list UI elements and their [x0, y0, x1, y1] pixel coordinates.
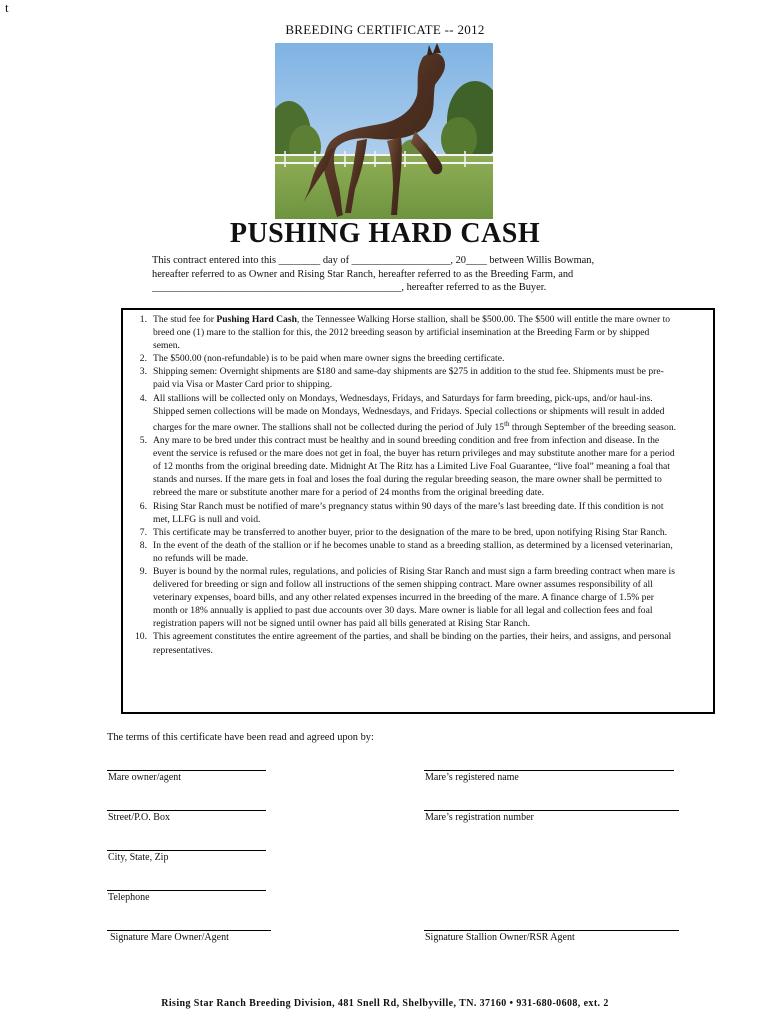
term-item: 8 . In the event of the death of the stallion or if he becomes unable to stand as a breeding stallion, as determined by a licensed veterinarian, no refunds will be made.	[123, 539, 713, 565]
term-number: 6 .	[127, 500, 147, 513]
mare-owner-agent-line[interactable]	[107, 770, 266, 771]
corner-mark: t	[5, 0, 9, 15]
intro-line-1: This contract entered into this ________ day of ___________________, 20____ between Willis Bowman,	[152, 255, 595, 266]
street-po-box-line[interactable]	[107, 810, 266, 811]
term-number: 4 .	[127, 392, 147, 405]
term-item: 4 . All stallions will be collected only on Mondays, Wednesdays, Fridays, and Saturdays for farm breeding, pick-ups, and/or haul-ins. Shipped semen collections will be made on Mondays, Wednesdays, and Fridays. Special collections or shipments will result in added charges for the mare owner. The stallions shall not be collected during the period of July 15th through September of the breeding season.	[123, 392, 713, 434]
terms-box	[121, 308, 715, 714]
stallion-name-inline: Pushing Hard Cash	[216, 314, 297, 325]
certificate-title: BREEDING CERTIFICATE -- 2012	[285, 22, 485, 37]
term-item: 6 . Rising Star Ranch must be notified of mare’s pregnancy status within 90 days of the mare’s last breeding date. If this condition is not met, LLFG is null and void.	[123, 500, 713, 526]
signature-stallion-owner-line[interactable]	[424, 930, 679, 931]
telephone-line[interactable]	[107, 890, 266, 891]
term-item: 5 . Any mare to be bred under this contract must be healthy and in sound breeding condition and free from infection and disease. In the event the service is refused or the mare does not get in foal, the buyer has return privileges and may substitute another mare for a period of 12 months from the original breeding date. Midnight At The Ritz has a Limited Live Foal Guarantee, “live foal” meaning a foal that stands and nurses. If the mare gets in foal and loses the foal during the regular breeding season, the mare owner shall be permitted to rebreed the mare or substitute another mare for a period of 24 months from the original breeding date.	[123, 434, 713, 499]
term-number: 1 .	[127, 313, 147, 326]
mares-registration-number-line[interactable]	[424, 810, 679, 811]
mares-registered-name-label: Mare’s registered name	[425, 772, 519, 783]
term-number: 7 .	[127, 526, 147, 539]
term-number: 5 .	[127, 434, 147, 447]
footer-address: Rising Star Ranch Breeding Division, 481 Snell Rd, Shelbyville, TN. 37160 • 931-680-0608, ext. 2	[161, 998, 609, 1009]
term-number: 3 .	[127, 365, 147, 378]
term-number: 9 .	[127, 565, 147, 578]
term-item: 9 . Buyer is bound by the normal rules, regulations, and policies of Rising Star Ranch and must sign a farm breeding contract when mare is delivered for breeding or sign and follow all instructions of the semen shipping contract. Mare owner assumes responsibility of all veterinary expenses, board bills, and any other related expenses incurred in the breeding of the mare. A finance charge of 1.5% per month or 18% annually is applied to past due accounts over 30 days. Mare owner is liable for all legal and collection fees and foal registration papers will not be signed until owner has paid all bills generated at Rising Star Ranch.	[123, 565, 713, 630]
city-state-zip-label: City, State, Zip	[108, 852, 169, 863]
intro-line-3: ________________________________________________, hereafter referred to as the Buyer.	[152, 282, 547, 293]
term-item: 10 . This agreement constitutes the entire agreement of the parties, and shall be binding on the parties, their heirs, and assigns, and personal representatives.	[123, 630, 713, 656]
street-po-box-label: Street/P.O. Box	[108, 812, 170, 823]
term-number: 8 .	[127, 539, 147, 552]
telephone-label: Telephone	[108, 892, 150, 903]
mares-registered-name-line[interactable]	[424, 770, 674, 771]
mares-registration-number-label: Mare’s registration number	[425, 812, 534, 823]
term-item: 3 . Shipping semen: Overnight shipments are $180 and same-day shipments are $275 in addition to the stud fee. Shipments must be pre-paid via Visa or Master Card prior to shipping.	[123, 365, 713, 391]
term-item: 7 . This certificate may be transferred to another buyer, prior to the designation of the mare to be bred, upon notifying Rising Star Ranch.	[123, 526, 713, 539]
signature-mare-owner-line[interactable]	[107, 930, 271, 931]
contract-intro	[152, 254, 652, 295]
agreement-statement: The terms of this certificate have been read and agreed upon by:	[107, 732, 374, 743]
signature-mare-owner-label: Signature Mare Owner/Agent	[110, 932, 229, 943]
term-number: 2 .	[127, 352, 147, 365]
stallion-photo	[275, 43, 493, 219]
stallion-name: PUSHING HARD CASH	[229, 218, 541, 249]
term-item: 1 . The stud fee for Pushing Hard Cash, the Tennessee Walking Horse stallion, shall be $500.00. The $500 will entitle the mare owner to breed one (1) mare to the stallion for this, the 2012 breeding season by artificial insemination at the Breeding Farm or by shipped semen.	[123, 313, 713, 352]
mare-owner-agent-label: Mare owner/agent	[108, 772, 182, 783]
term-item: 2 . The $500.00 (non-refundable) is to be paid when mare owner signs the breeding certificate.	[123, 352, 713, 365]
city-state-zip-line[interactable]	[107, 850, 266, 851]
term-number: 10 .	[127, 630, 147, 643]
intro-line-2: hereafter referred to as Owner and Rising Star Ranch, hereafter referred to as the Breeding Farm, and	[152, 268, 574, 280]
signature-stallion-owner-label: Signature Stallion Owner/RSR Agent	[425, 932, 575, 943]
terms-list	[123, 313, 713, 657]
